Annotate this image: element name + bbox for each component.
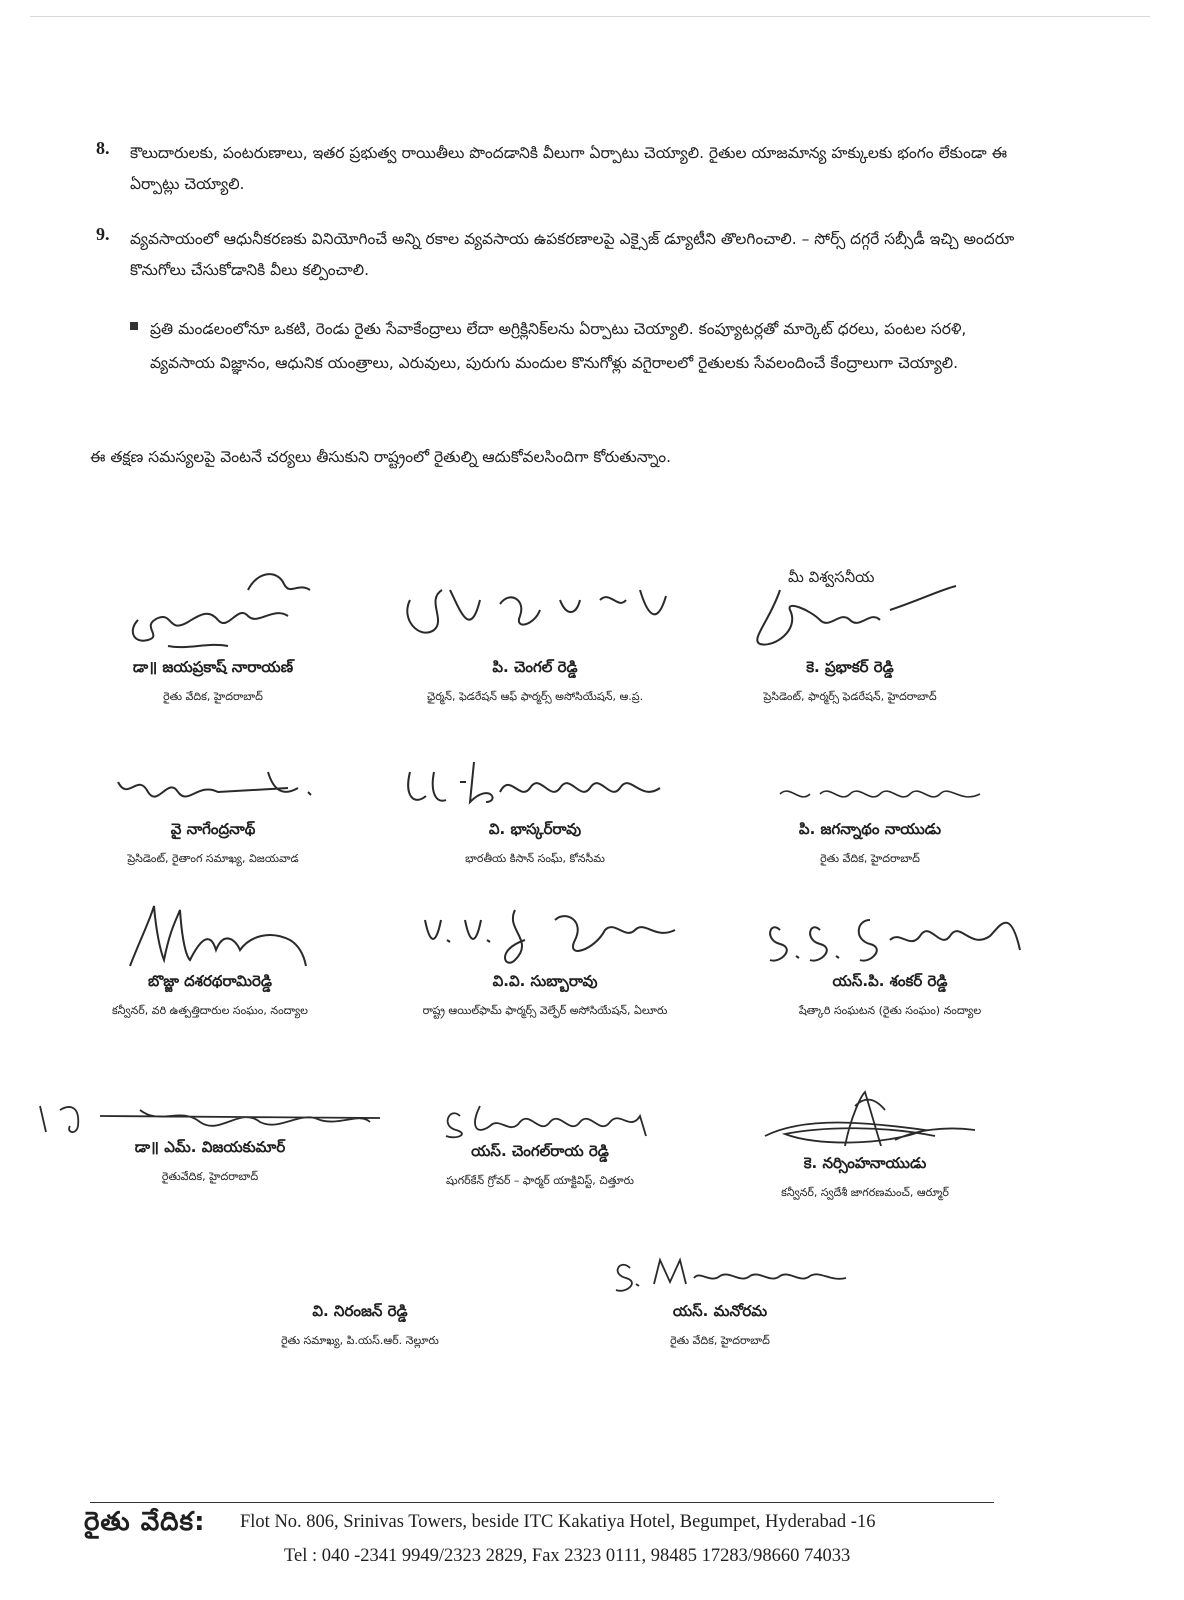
footer-contact: Tel : 040 -2341 9949/2323 2829, Fax 2323 0111, 98485 17283/98660 74033 — [284, 1546, 851, 1566]
signatory-10 — [20, 1096, 400, 1186]
signature-scribble — [385, 900, 705, 970]
signatory-designation: ప్రెసిడెంట్, ఫార్మర్స్ ఫెడరేషన్, హైదరాబాద్ — [763, 690, 937, 703]
signatory-13 — [230, 1266, 490, 1350]
scan-edge-line — [30, 16, 1150, 17]
yours-faithfully: మీ విశ్వసనీయ — [788, 568, 875, 586]
signatory-name: వి. నిరంజన్ రెడ్డి — [312, 1302, 408, 1320]
signatory-5 — [375, 752, 695, 868]
square-bullet-icon — [130, 322, 138, 330]
signatory-name: యస్. చెంగల్‌రాయ రెడ్డి — [471, 1142, 609, 1160]
footer-divider — [90, 1502, 994, 1503]
signatory-12 — [720, 1086, 1010, 1202]
signature-scribble — [98, 560, 328, 656]
item-number: 9. — [96, 224, 110, 244]
signatory-designation: రైతు వేదిక, హైదరాబాద్ — [820, 852, 920, 865]
signatory-14 — [580, 1254, 860, 1350]
signature-scribble — [240, 1266, 480, 1300]
signatory-designation: షేత్కారి సంఘటన (రైతు సంఘం) నంద్యాల — [798, 1004, 982, 1017]
signatory-name: వై నాగేంద్రనాథ్ — [170, 820, 256, 838]
signatory-designation: భారతీయ కిసాన్ సంఘ్, కోనసీమ — [465, 852, 605, 865]
signature-scribble — [730, 580, 970, 656]
footer-address: Flot No. 806, Srinivas Towers, beside ITC Kakatiya Hotel, Begumpet, Hyderabad -16 — [240, 1512, 876, 1532]
signature-scribble — [390, 752, 680, 818]
item-number: 8. — [96, 138, 110, 158]
signatory-4 — [88, 752, 338, 868]
signatory-3 — [720, 580, 980, 706]
signatory-designation: ప్రెసిడెంట్, రైతాంగ సమాఖ్య, విజయవాడ — [127, 852, 299, 865]
signatory-designation: కన్వీనర్, వరి ఉత్పత్తిదారుల సంఘం, నంద్యాల — [112, 1004, 308, 1017]
signatory-designation: రైతు సమాఖ్య, పి.యస్.ఆర్. నెల్లూరు — [281, 1334, 439, 1347]
signature-scribble — [90, 900, 330, 970]
signatory-7 — [80, 900, 340, 1020]
signatory-name: యస్.పి. శంకర్ రెడ్డి — [832, 972, 948, 990]
signatory-8 — [375, 900, 715, 1020]
signatory-name: వి. భాస్కర్‌రావు — [488, 820, 582, 838]
signatory-designation: కన్వీనర్, స్వదేశీ జాగరణమంచ్, ఆర్మూర్ — [781, 1186, 949, 1199]
signatory-6 — [740, 774, 1000, 868]
signatory-name: డా॥ జయప్రకాష్ నారాయణ్ — [132, 658, 294, 676]
signatory-name: యస్. మనోరమ — [672, 1302, 768, 1320]
signatory-name: పి. చెంగల్ రెడ్డి — [492, 658, 578, 676]
signatory-designation: షుగర్‌కేన్ గ్రోవర్ – ఫార్మర్ యాక్టివిస్ట్, చిత్తూరు — [446, 1174, 634, 1187]
signatory-designation: రాష్ట్ర ఆయిల్‌ఫామ్ ఫార్మర్స్ వెల్ఫేర్ అసోసియేషన్, ఏలూరు — [422, 1004, 668, 1017]
list-item-9 — [96, 224, 1016, 286]
bullet-text: ప్రతి మండలంలోనూ ఒకటి, రెండు రైతు సేవాకేంద్రాలు లేదా అగ్రిక్లినిక్‌లను ఏర్పాటు చెయ్యాలి. కంప్యూటర్లతో మార్కెట్ ధరలు, పంటల సరళి, వ్యవసాయ విజ్ఞానం, ఆధునిక యంత్రాలు, ఎరువులు, పురుగు మందుల కొనుగోళ్లు వగైరాలలో రైతులకు సేవలందించే కేంద్రాలుగా చెయ్యాలి. — [150, 320, 967, 372]
signature-scribble — [400, 1096, 680, 1140]
signatory-designation: ఛైర్మన్, ఫెడరేషన్ ఆఫ్ ఫార్మర్స్ అసోసియేషన్, ఆ.ప్ర. — [426, 690, 644, 703]
signature-scribble — [98, 752, 328, 818]
signatory-11 — [380, 1096, 700, 1190]
signature-scribble — [735, 1086, 995, 1152]
closing-request: ఈ తక్షణ సమస్యలపై వెంటనే చర్యలు తీసుకుని రాష్ట్రంలో రైతుల్ని ఆదుకోవలసిందిగా కోరుతున్నాం. — [90, 448, 672, 466]
bullet-item — [128, 312, 1018, 380]
signature-scribble — [740, 900, 1040, 970]
signature-scribble — [590, 1254, 850, 1300]
signature-scribble — [20, 1096, 400, 1136]
signatory-1 — [88, 560, 338, 706]
signature-scribble — [750, 774, 990, 818]
item-text: వ్యవసాయంలో ఆధునీకరణకు వినియోగించే అన్ని రకాల వ్యవసాయ ఉపకరణాలపై ఎక్సైజ్ డ్యూటీని తొలగించాలి. – సోర్స్ దగ్గరే సబ్సీడీ ఇచ్చి అందరూ కొనుగోలు చేసుకోడానికి వీలు కల్పించాలి. — [130, 230, 1015, 279]
item-text: కౌలుదారులకు, పంటరుణాలు, ఇతర ప్రభుత్వ రాయితీలు పొందడానికి వీలుగా ఏర్పాటు చెయ్యాలి. రైతుల యాజమాన్య హక్కులకు భంగం లేకుండా ఈ ఏర్పాట్లు చెయ్యాలి. — [130, 144, 1008, 193]
signatory-designation: రైతువేదిక, హైదరాబాద్ — [161, 1170, 259, 1183]
footer-organization: రైతు వేదిక: — [84, 1507, 206, 1537]
list-item-8 — [96, 138, 1016, 200]
signatory-2 — [375, 560, 695, 706]
signatory-name: కె. ప్రభాకర్ రెడ్డి — [806, 658, 894, 676]
signatory-name: పి. జగన్నాథం నాయుడు — [798, 820, 942, 838]
signatory-name: బొజ్జా దశరథరామిరెడ్డి — [148, 972, 272, 990]
signatory-name: డా॥ ఎమ్. విజయకుమార్ — [134, 1138, 286, 1156]
signatory-9 — [740, 900, 1040, 1020]
signatory-designation: రైతు వేదిక, హైదరాబాద్ — [163, 690, 263, 703]
signatory-designation: రైతు వేదిక, హైదరాబాద్ — [670, 1334, 770, 1347]
signatory-name: వి.వి. సుబ్బారావు — [492, 972, 598, 990]
signatory-name: కె. నర్సింహనాయుడు — [803, 1154, 927, 1172]
signature-scribble — [390, 560, 680, 656]
